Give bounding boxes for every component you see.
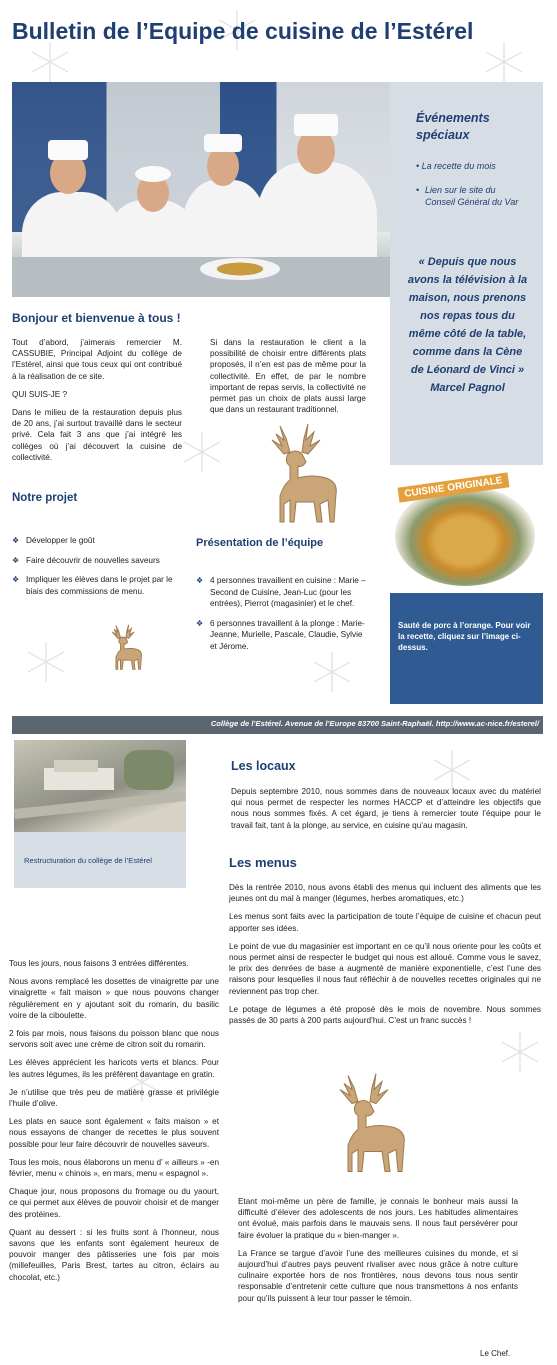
welcome-col1: Tout d’abord, j’aimerais remercier M. CASSUBIE, Principal Adjoint du collège de l’Estérel, ainsi que tous ceux qui ont contribué à la réalisation de ce site. QUI SUIS-JE ? Dans le milieu de la restauration depuis plus de 20 ans, j’ai surtout travaillé dans le secteur privé. Cela fait 3 ans que j’ai intégré les collèges où j’ai découvert la cuisine de collectivité. <box>12 338 182 462</box>
projet-heading: Notre projet <box>12 492 78 504</box>
projet-list <box>12 535 182 605</box>
menus-text: Dès la rentrée 2010, nous avons établi des menus qui incluent des aliments que les jeunes ont du mal à manger (légumes, herbes aromatiques, etc.) Les menus sont faits avec la participation de toute l’équipe de cuisine et chacun peut apporter ses idées. Le point de vue du magasinier est important en ce qu’il nous oriente pour les coûts et nous permet ainsi de respecter le budget qui nous est alloué. Comme vous le savez, le prix des denrées de base a augmenté de manière exponentielle, c’est l’une des raisons pour lesquelles il nous faut réfléchir à de nouvelles recettes originales qui ne reviennent pas trop cher. Le potage de légumes a été proposé dès le mois de novembre. Nous sommes passés de 30 parts à 200 parts aujourd’hui. C’est un franc succès ! <box>229 883 541 1026</box>
projet-item: ❖ Développer le goût <box>12 536 95 545</box>
snowflake-icon <box>498 1030 542 1074</box>
sidebar-link-conseil[interactable]: • Lien sur le site du Conseil Général du Var <box>416 185 519 207</box>
footer-address[interactable]: Collège de l’Estérel. Avenue de l’Europe 83700 Saint-Raphaël. http://www.ac-nice.fr/esterel/ <box>210 719 539 728</box>
quote-pagnol: « Depuis que nous avons la télévision à la maison, nous prenons nos repas tous du même côté de la table, comme dans la Cène de Léonard de Vinci » Marcel Pagnol <box>407 256 528 394</box>
right-bottom-text: Etant moi-même un père de famille, je connais le bonheur mais aussi la difficulté d’élever des adolescents de nos jours. Les habitudes alimentaires ont évolué, mais parfois dans le mauvais sens. Il nous faut persévérer pour faire évoluer la pratique du « bien-manger ». La France se targue d’avoir l’une des meilleures cuisines du monde, et si aujourd’hui d’autres pays peuvent rivaliser avec nous grâce à notre culture culinaire exportée hors de nos frontières, nous devons tous nous sentir responsable d’entretenir cette culture que nous transmettons à nos enfants pour qu’ils puissent à leur tour passer le témoin. <box>238 1197 518 1303</box>
signature: Le Chef. <box>480 1349 511 1358</box>
reindeer-icon <box>102 622 148 672</box>
projet-item: ❖ Faire découvrir de nouvelles saveurs <box>12 555 160 565</box>
left-column-text: Tous les jours, nous faisons 3 entrées différentes. Nous avons remplacé les dosettes de vinaigrette par une vinaigrette « fait maison » que nous pouvons changer régulièrement en y ajoutant soit du romarin, du basilic voire de la ciboulette. 2 fois par mois, nous faisons du poisson blanc que nous servons soit avec une crème de citron soit du romarin. Les élèves apprécient les haricots verts et blancs. Pour les autres légumes, ils les préfèrent davantage en gratin. Je n’utilise que très peu de matière grasse et privilégie l’huile d’olive. Les plats en sauce sont également « faits maison » et nous essayons de changer de recettes le plus souvent possible pour leur faire découvrir de nouvelles saveurs. Tous les mois, nous élaborons un menu d’ « ailleurs » -en février, menu « chinois », en mars, menu « espagnol ». Chaque jour, nous proposons du fromage ou du yaourt, ce qui permet aux élèves de pouvoir choisir et de manger des protéines. Quant au dessert : si les fruits sont à l’honneur, nous savons que les enfants sont également heureux de pouvoir manger des pâtisseries une fois par mois (millefeuilles, Paris Brest, tartes au citron, éclairs au chocolat, etc.) <box>9 959 219 1282</box>
menus-heading: Les menus <box>229 855 297 870</box>
reindeer-icon <box>318 1065 418 1180</box>
cuisine-originale-banner: CUISINE ORIGINALE <box>397 472 509 502</box>
equipe-item: ❖ 6 personnes travaillent à la plonge : Marie-Jeanne, Murielle, Pascale, Claudie, Sylvie et Jérome. <box>196 618 365 651</box>
reindeer-icon <box>250 418 350 528</box>
equipe-list <box>196 575 366 660</box>
sidebar-link-recette[interactable]: • La recette du mois <box>416 161 496 171</box>
college-aerial-photo <box>14 740 186 832</box>
welcome-heading: Bonjour et bienvenue à tous ! <box>12 311 181 325</box>
projet-item: ❖ Impliquer les élèves dans le projet par le biais des commissions de menu. <box>12 575 173 596</box>
aerial-caption: Restructuration du collège de l’Estérel <box>24 856 152 865</box>
page-title: Bulletin de l’Equipe de cuisine de l’Estérel <box>12 18 474 44</box>
footer-bar <box>12 716 543 734</box>
dish-plate <box>200 258 280 280</box>
sidebar-title: Événements spéciaux <box>416 111 490 142</box>
snowflake-icon <box>28 40 72 84</box>
equipe-heading: Présentation de l’équipe <box>196 537 324 549</box>
sidebar-list <box>416 160 526 220</box>
recipe-photo[interactable] <box>395 486 535 586</box>
locaux-heading: Les locaux <box>231 759 296 773</box>
snowflake-icon <box>180 430 224 474</box>
locaux-text: Depuis septembre 2010, nous sommes dans de nouveaux locaux avec du matériel qui nous permet de respecter les normes HACCP et d’atteindre les objectifs que nous nous sommes fixés. A cet égard, je tiens à remercier toute l’équipe pour le travail fait, tant à la plonge, au service, en cuisine qu’au magasin. <box>231 787 541 830</box>
recipe-caption: Sauté de porc à l’orange. Pour voir la recette, cliquez sur l’image ci-dessus. <box>398 621 531 652</box>
welcome-col2: Si dans la restauration le client a la possibilité de choisir entre différents plats proposés, il n’en est pas de même pour la collectivité. En effet, de par le nombre important de repas servis, la collectivité ne permet pas un choix de plats aussi large que dans un restaurant traditionnel. <box>210 338 366 415</box>
snowflake-icon <box>482 40 526 84</box>
snowflake-icon <box>24 640 68 684</box>
equipe-item: ❖ 4 personnes travaillent en cuisine : Marie –Second de Cuisine, Jean-Luc (pour les entrées), Pierrot (magasinier) et le chef. <box>196 576 366 608</box>
recipe-image-link[interactable] <box>390 466 543 593</box>
